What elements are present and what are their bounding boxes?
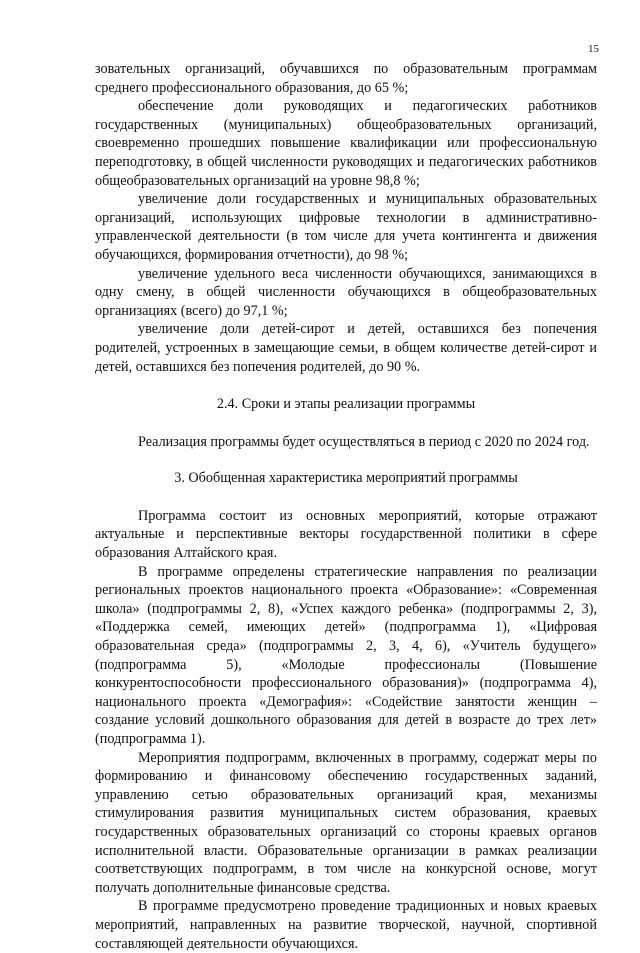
- paragraph-staff-training: обеспечение доли руководящих и педагогических работников государственных (муниципальных) общеобразовательных организаций, своевременно прошедших повышение квалификации или профессиональную переподготовку, в общей численности руководящих и педагогических работников общеобразовательных организаций на уровне 98,8 %;: [95, 98, 597, 189]
- paragraph-digital-tech: увеличение доли государственных и муниципальных образовательных организаций, использующих цифровые технологии в административно-управленческой деятельности (в том числе для учета контингента и движения обучающихся, формирования отчетности), до 98 %;: [95, 191, 597, 263]
- section-3-heading: 3. Обобщенная характеристика мероприятий программы: [174, 470, 518, 487]
- section-2-4-heading: 2.4. Сроки и этапы реализации программы: [216, 396, 476, 413]
- paragraph-orphans: увеличение доли детей-сирот и детей, оставшихся без попечения родителей, устроенных в замещающие семьи, в общем количестве детей-сирот и детей, оставшихся без попечения родителей, до 90 %.: [95, 321, 597, 375]
- page-number: 15: [588, 43, 599, 55]
- scan-smudge: [446, 856, 476, 866]
- document-body: [95, 60, 597, 953]
- section-2-4-text: Реализация программы будет осуществляться в период с 2020 по 2024 год.: [138, 433, 590, 450]
- section-3-paragraph-4: В программе предусмотрено проведение традиционных и новых краевых мероприятий, направленных на развитие творческой, научной, спортивной составляющей деятельности обучающихся.: [95, 898, 597, 952]
- paragraph-one-shift: увеличение удельного веса численности обучающихся, занимающихся в одну смену, в общей численности обучающихся в общеобразовательных организациях (всего) до 97,1 %;: [95, 265, 597, 319]
- paragraph-continuation: зовательных организаций, обучавшихся по образовательным программам среднего профессионального образования, до 65 %;: [95, 61, 597, 96]
- section-3-paragraph-2: В программе определены стратегические направления по реализации региональных проектов национального проекта «Образование»: «Современная школа» (подпрограммы 2, 8), «Успех каждого ребенка» (подпрограммы 2, 3), «Поддержка семей, имеющих детей» (подпрограмма 1), «Цифровая образовательная среда» (подпрограммы 2, 3, 4, 6), «Учитель будущего» (подпрограмма 5), «Молодые профессионалы (Повышение конкурентоспособности профессионального образования)» (подпрограмма 4), национального проекта «Демография»: «Содействие занятости женщин – создание условий дошкольного образования для детей в возрасте до трех лет» (подпрограмма 1).: [95, 563, 597, 747]
- section-3-paragraph-3: Мероприятия подпрограмм, включенных в программу, содержат меры по формированию и финансовому обеспечению государственных заданий, управлению сетью образовательных организаций края, механизмы стимулирования развития муниципальных систем образования, краевых государственных образовательных организаций со стороны краевых органов исполнительной власти. Образовательные организации в рамках реализации соответствующих подпрограмм, в том числе на конкурсной основе, могут получать дополнительные финансовые средства.: [95, 749, 597, 896]
- section-3-paragraph-1: Программа состоит из основных мероприятий, которые отражают актуальные и перспективные векторы государственной политики в сфере образования Алтайского края.: [95, 507, 597, 562]
